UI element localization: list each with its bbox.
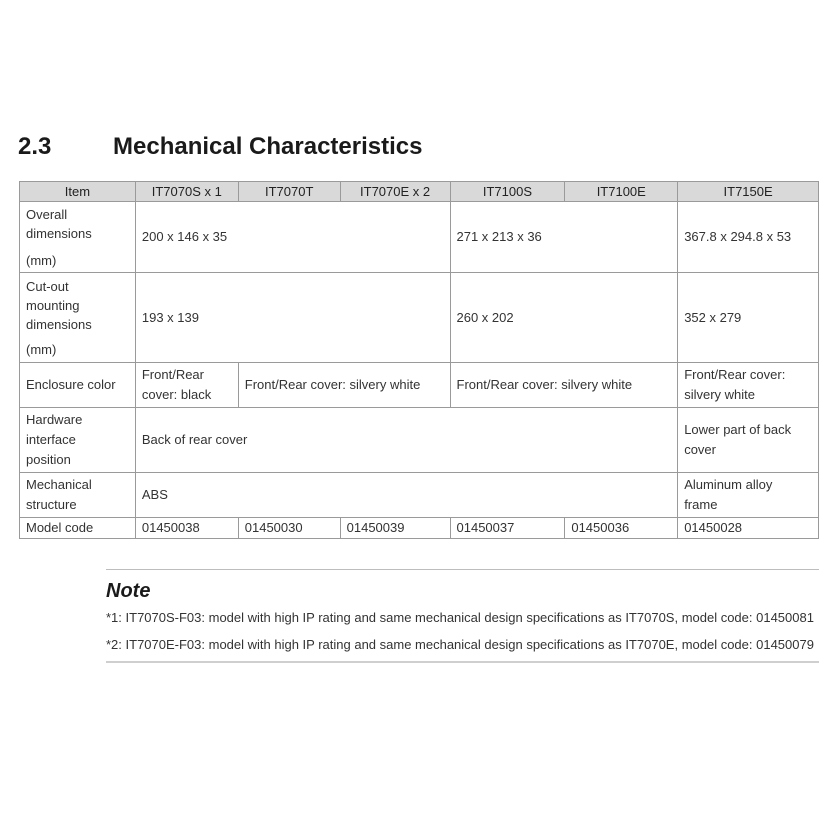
label-line: dimensions (26, 316, 92, 332)
header-it7100e: IT7100E (565, 182, 678, 202)
cell-line: Front/Rear (141, 367, 204, 382)
note-title: Note (106, 580, 151, 602)
cell-line: silvery white (684, 387, 755, 402)
cell-overall-dimensions-it7100: 271 x 213 x 36 (450, 202, 678, 273)
header-it7070t: IT7070T (238, 182, 340, 202)
cell-model-code: 01450036 (565, 518, 678, 539)
cell-model-code: 01450038 (135, 518, 238, 539)
label-line: Overall (26, 206, 68, 222)
row-label (20, 408, 136, 473)
cell-hardware-interface-main: Back of rear cover (135, 408, 677, 473)
row-label (20, 473, 136, 518)
table-row-mechanical-structure (20, 473, 819, 518)
cell-enclosure-it7070s (135, 363, 238, 408)
cell-model-code: 01450037 (450, 518, 565, 539)
table-header-row (20, 182, 819, 202)
label-line: Hardware (26, 412, 83, 427)
cell-enclosure-it7070t-e: Front/Rear cover: silvery white (238, 363, 450, 408)
section-title: Mechanical Characteristics (113, 133, 423, 160)
label-line: (mm) (26, 252, 57, 268)
label-line: position (26, 452, 71, 467)
label-line: structure (26, 497, 77, 512)
label-line: (mm) (26, 341, 57, 357)
cell-overall-dimensions-it7150e: 367.8 x 294.8 x 53 (678, 202, 819, 273)
table-row-enclosure-color (20, 363, 819, 408)
label-line: interface (26, 432, 76, 447)
cell-line: Front/Rear cover: (684, 367, 786, 382)
note-item: *2: IT7070E-F03: model with high IP rating and same mechanical design specifications as IT7070E, model code: 01450079 (106, 637, 814, 652)
note-box (106, 569, 819, 663)
row-label (20, 273, 136, 363)
table-row-hardware-interface (20, 408, 819, 473)
table-row-overall-dimensions (20, 202, 819, 273)
cell-line: cover: black (141, 387, 212, 402)
cell-cutout-it7150e: 352 x 279 (678, 273, 819, 363)
row-label: Enclosure color (20, 363, 136, 408)
cell-model-code: 01450028 (678, 518, 819, 539)
table-row-model-code (20, 518, 819, 539)
cell-line: Lower part of back (684, 422, 792, 437)
cell-hardware-interface-it7150e (678, 408, 819, 473)
note-item: *1: IT7070S-F03: model with high IP rating and same mechanical design specifications as IT7070S, model code: 01450081 (106, 610, 814, 625)
cell-structure-it7150e (678, 473, 819, 518)
cell-enclosure-it7100: Front/Rear cover: silvery white (450, 363, 678, 408)
header-it7150e: IT7150E (678, 182, 819, 202)
header-it7100s: IT7100S (450, 182, 565, 202)
label-line: Cut-out (26, 278, 69, 294)
label-line: Mechanical (26, 477, 92, 492)
cell-model-code: 01450030 (238, 518, 340, 539)
cell-line: frame (684, 497, 718, 512)
header-it7070s: IT7070S x 1 (135, 182, 238, 202)
header-it7070e: IT7070E x 2 (340, 182, 450, 202)
cell-structure-main: ABS (135, 473, 677, 518)
mechanical-characteristics-table (19, 181, 819, 539)
cell-model-code: 01450039 (340, 518, 450, 539)
label-line: mounting (26, 297, 80, 313)
section-number: 2.3 (18, 133, 52, 160)
header-item: Item (20, 182, 136, 202)
cell-cutout-it7070: 193 x 139 (135, 273, 450, 363)
cell-overall-dimensions-it7070: 200 x 146 x 35 (135, 202, 450, 273)
row-label: Model code (20, 518, 136, 539)
cell-line: cover (684, 442, 716, 457)
table-row-cutout (20, 273, 819, 363)
row-label (20, 202, 136, 273)
cell-cutout-it7100: 260 x 202 (450, 273, 678, 363)
label-line: dimensions (26, 225, 92, 241)
cell-enclosure-it7150e (678, 363, 819, 408)
cell-line: Aluminum alloy (684, 477, 773, 492)
